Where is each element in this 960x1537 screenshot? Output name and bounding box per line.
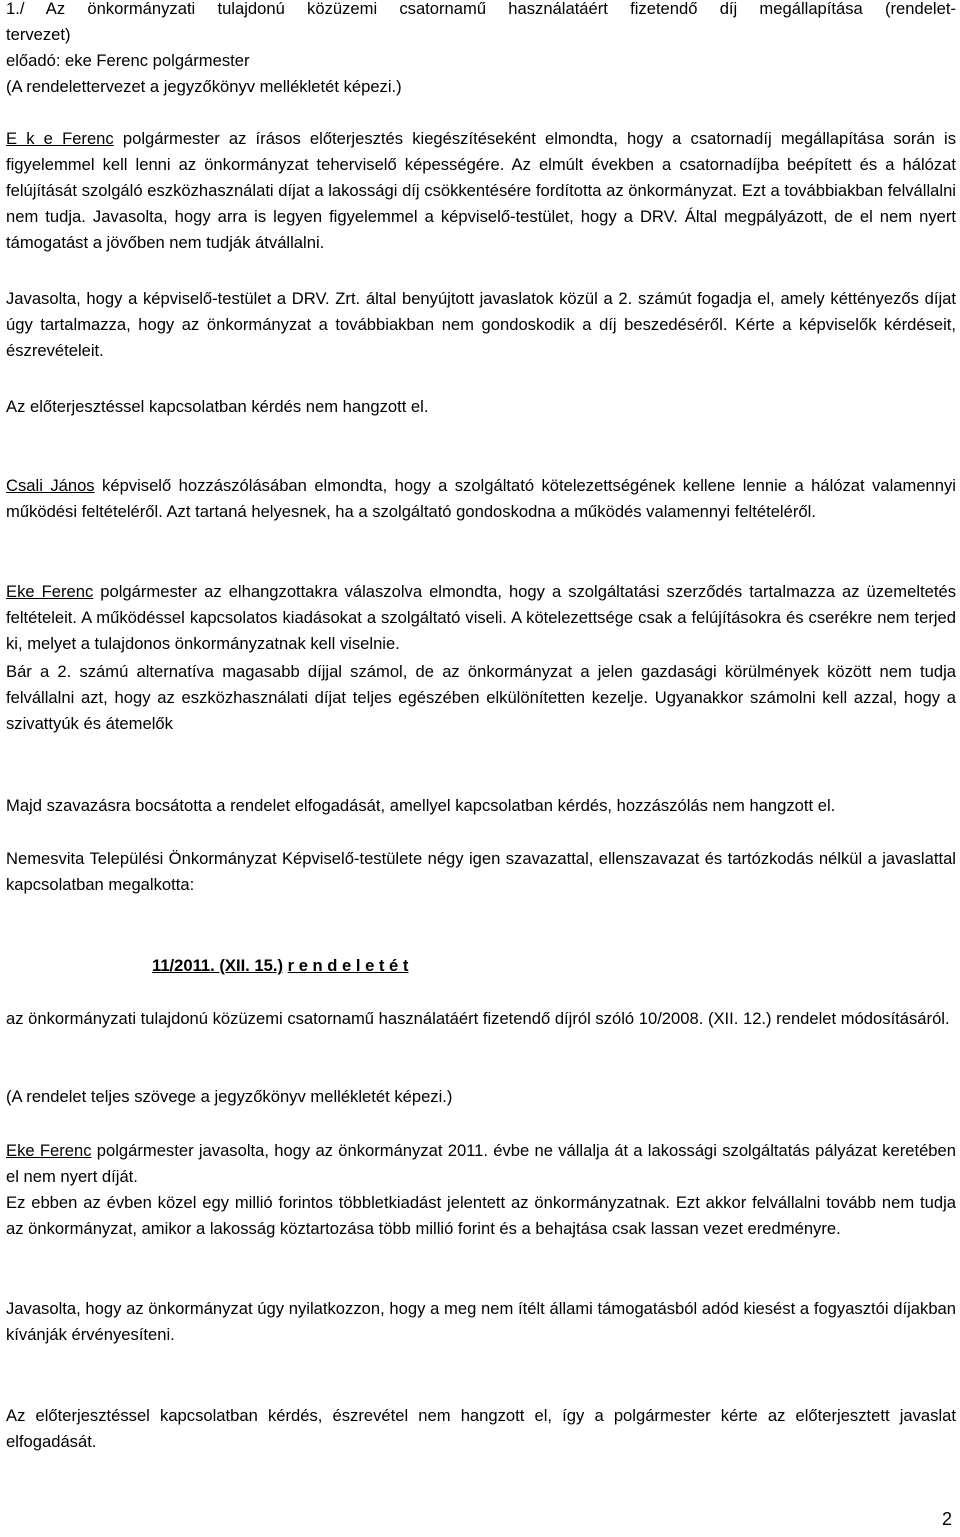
paragraph-alternative: Bár a 2. számú alternatíva magasabb díjjal számol, de az önkormányzat a jelen gazdasági körülmények között nem tudja felvállalni azt, hogy az eszközhasználati díjat teljes egészében elkülönítetten kezelje. Ugyanakkor számolni kell azzal, hogy a szivattyúk és átemelők (6, 662, 956, 733)
paragraph-decree-title: az önkormányzati tulajdonú közüzemi csatornamű használatáért fizetendő díjról szóló 10/2008. (XII. 12.) rendelet módosításáról. (6, 1009, 950, 1028)
paragraph-csali-comment: Csali János képviselő hozzászólásában elmondta, hogy a szolgáltató kötelezettségének kellene lennie a hálózat valamennyi működési feltételéről. Azt tartaná helyesnek, ha a szolgáltató gondoskodna a működés valamennyi feltételéről. (6, 476, 956, 521)
paragraph-no-questions: Az előterjesztéssel kapcsolatban kérdés nem hangzott el. (6, 397, 429, 416)
paragraph-closing: Az előterjesztéssel kapcsolatban kérdés, észrevétel nem hangzott el, így a polgármester kérte az előterjesztett javaslat elfogadását. (6, 1406, 956, 1451)
paragraph-proposal: Javasolta, hogy a képviselő-testület a DRV. Zrt. által benyújtott javaslatok közül a 2. számút fogadja el, amely kéttényezős díjat úgy tartalmazza, hogy az önkormányzat a továbbiakban nem gondoskodik a díj beszedéséről. Kérte a képviselők kérdéseit, észrevételeit. (6, 289, 956, 360)
agenda-title-continued: tervezet) (6, 25, 71, 44)
speaker-name: Csali János (6, 476, 95, 495)
page-number: 2 (941, 1509, 952, 1529)
agenda-note: (A rendelettervezet a jegyzőkönyv mellékletét képezi.) (6, 77, 402, 96)
paragraph-vote: Majd szavazásra bocsátotta a rendelet elfogadását, amellyel kapcsolatban kérdés, hozzászólás nem hangzott el. (6, 796, 836, 815)
speaker-name: E k e Ferenc (6, 129, 114, 148)
decree-label: r e n d e l e t é t (287, 956, 409, 975)
paragraph-mayor-reply: Eke Ferenc polgármester az elhangzottakra válaszolva elmondta, hogy a szolgáltatási szerződés tartalmazza az üzemeltetés feltételeit. A működéssel kapcsolatos kiadásokat a szolgáltató viseli. A kötelezettsége csak a felújításokra és cserékre nem terjed ki, melyet a tulajdonos önkormányzatnak kell viselnie. (6, 582, 956, 653)
paragraph-declaration: Javasolta, hogy az önkormányzat úgy nyilatkozzon, hogy a meg nem ítélt állami támogatásból adód kiesést a fogyasztói díjakban kívánják érvényesíteni. (6, 1299, 956, 1344)
speaker-name: Eke Ferenc (6, 1141, 92, 1160)
agenda-presenter: előadó: eke Ferenc polgármester (6, 51, 250, 70)
speaker-name: Eke Ferenc (6, 582, 94, 601)
decree-heading (6, 953, 956, 979)
paragraph-decree-note: (A rendelet teljes szövege a jegyzőkönyv mellékletét képezi.) (6, 1087, 453, 1106)
paragraph-mayor-opening: E k e Ferenc polgármester az írásos előterjesztés kiegészítéseként elmondta, hogy a csatornadíj megállapítása során is figyelemmel kell lenni az önkormányzat teherviselő képességére. Az elmúlt években a csatornadíjba beépített és a hálózat felújítását szolgáló eszközhasználati díjat a lakossági díj csökkentésére fordította az önkormányzat. Ezt a továbbiakban felvállalni nem tudja. Javasolta, hogy arra is legyen figyelemmel a képviselő-testület, hogy a DRV. Által megpályázott, de el nem nyert támogatást a jövőben nem tudják átvállalni. (6, 129, 956, 252)
paragraph-resolution-intro: Nemesvita Települési Önkormányzat Képviselő-testülete négy igen szavazattal, ellenszavazat és tartózkodás nélkül a javaslattal kapcsolatban megalkotta: (6, 849, 956, 894)
paragraph-mayor-proposal: Eke Ferenc polgármester javasolta, hogy az önkormányzat 2011. évbe ne vállalja át a lakossági szolgáltatás pályázat keretében el nem nyert díját. (6, 1141, 956, 1186)
paragraph-extra-costs: Ez ebben az évben közel egy millió forintos többletkiadást jelentett az önkormányzatnak. Ezt akkor felvállalni tovább nem tudja az önkormányzat, amikor a lakosság köztartozása több millió forint és a behajtása csak lassan vezet eredményre. (6, 1193, 956, 1238)
agenda-block (6, 0, 956, 100)
decree-number: 11/2011. (XII. 15.) (152, 956, 283, 975)
agenda-title: 1./ Az önkormányzati tulajdonú közüzemi csatornamű használatáért fizetendő díj megállapítása (rendelet- (6, 0, 956, 18)
